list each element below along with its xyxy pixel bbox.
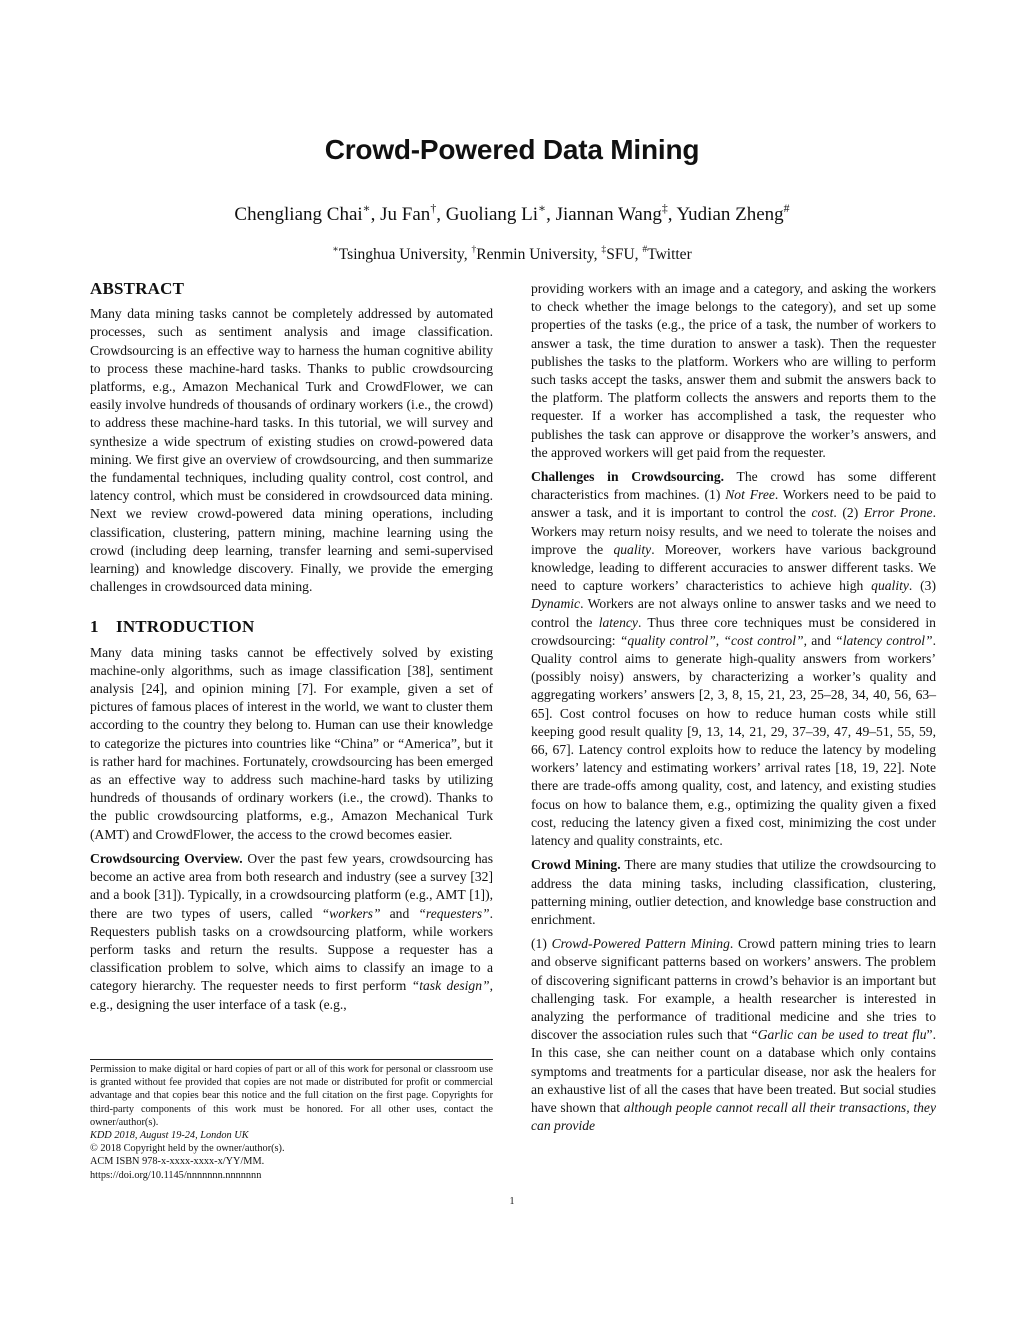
affiliation-mark: # [783,201,790,215]
abstract-heading: ABSTRACT [90,279,185,298]
run-in-heading: Crowd Mining. [531,857,621,873]
text-run: . Workers may return noisy results, and we need to tolerate the noises and improve the [531,505,936,557]
emphasis: Crowd-Powered Pattern Mining [551,936,730,952]
text-run: . Thus three core techniques must be considered in crowdsourcing: [531,614,936,648]
conference-name: KDD 2018, August 19-24, London UK [90,1130,249,1142]
emphasis: “task design” [411,978,490,994]
emphasis: cost [811,505,834,521]
permission-notice: Permission to make digital or hard copies of part or all of this work for personal or classroom use is granted without fee provided that copies are not made or distributed for profit or commercial advantage and that copies bear this notice and the full citation on the first page. Copyrights for third-party components of this work must be honored. For all other uses, contact the owner/author(s). [90,1064,493,1128]
text-run: ”. In this case, she can neither count on a database which only contains symptoms and treatments for a particular disease, nor ask the healers for an exhaustive list of all the cases that have been treated. But social studies have shown that [531,1027,936,1115]
emphasis: Dynamic [531,596,581,612]
doi-line: https://doi.org/10.1145/nnnnnnn.nnnnnnn [90,1169,262,1181]
text-run: . Workers are not always online to answer tasks and we need to control the [531,596,936,630]
page-number: 1 [509,1196,515,1207]
crowdsourcing-overview-paragraph [90,850,493,1014]
affiliation-mark: ‡ [661,201,668,215]
affiliation-list: ∗Tsinghua University, †Renmin University, ‡SFU, #Twitter [332,243,692,263]
section-number: 1 [90,617,99,637]
author-name: Chengliang Chai [234,204,363,225]
affiliation-mark: ∗ [362,201,371,215]
text-run: . Requesters publish tasks on a crowdsourcing platform, while workers perform tasks and return the results. Suppose a requester has a classification problem to solve, which aims to classify an image to a category hierarchy. The requester needs to first perform [90,905,493,994]
emphasis: “quality control” [619,632,716,648]
affiliation-mark: † [430,201,437,215]
text-run: . Crowd pattern mining tries to learn and observe significant patterns based on workers’ answers. The problem of discovering significant patterns in crowd’s behavior is an important but challenging task. For example, a health researcher is interested in analyzing the performance of traditional medicine and she tries to discover the association rules such that “ [531,936,937,1043]
crowd-mining-paragraph [531,856,936,929]
emphasis: latency [598,614,638,630]
affiliation-name: Renmin University [476,246,594,263]
affiliation-mark: ∗ [332,243,339,255]
text-run: . (3) [908,578,936,594]
text-run: , [715,632,724,648]
text-run: and [380,905,419,921]
text-run: . Quality control aims to generate high-quality answers from workers’ (possibly noisy) answers, by characterizing a worker’s quality and aggregating workers’ answers [2, 3, 8, 15, 21, 23, 25–28, 34, 40, 56, 63–65]. Cost control focuses on how to reduce human costs while still keeping good result quality [9, 13, 14, 21, 29, 37–39, 47, 49–51, 55, 59, 66, 67]. Latency control exploits how to reduce the latency by modeling workers’ latency and estimating workers’ arrival rates [18, 19, 22]. Note there are trade-offs among quality, cost, and latency, and existing studies focus on how to balance them, e.g., optimizing the quality given a fixed cost, reducing the latency given a fixed cost, minimizing the cost under latency and quality constraints, etc. [531,632,936,849]
emphasis: Not Free [725,487,775,503]
text-run: The crowd has some different characteristics from machines. (1) [531,469,937,503]
intro-paragraph: Many data mining tasks cannot be effectively solved by existing machine-only algorithms, such as image classification [38], sentiment analysis [24], and opinion mining [7]. For example, given a set of pictures of famous places of interest in the world, we want to cluster them according to the country they belong to. Human can use their knowledge to categorize the pictures into countries like “China” or “America”, but it is rather hard for machines. Fortunately, crowdsourcing has been emerged as an effective way to address such machine-hard tasks by utilizing hundreds of thousands of ordinary workers (i.e., the crowd). Thanks to the public crowdsourcing platforms, e.g., Amazon Mechanical Turk (AMT) and CrowdFlower, the access to the crowd becomes easier. [90,644,493,842]
text-run: (1) [531,936,552,952]
text-run: , e.g., designing the user interface of a task (e.g., [90,978,493,1012]
affiliation-name: Tsinghua University [338,246,464,263]
affiliation-mark: † [471,243,477,255]
author-name: Jiannan Wang [555,204,662,225]
isbn-line: ACM ISBN 978-x-xxxx-xxxx-x/YY/MM. [90,1156,265,1168]
text-run: There are many studies that utilize the crowdsourcing to address the data mining tasks, including classification, clustering, patterning mining, outlier detection, and knowledge base construction and enrichment. [531,857,936,927]
text-run: . Moreover, workers have various background knowledge, leading to different accuracies to answer different tasks. We need to capture workers’ characteristics to achieve high [531,541,936,594]
left-column [90,280,493,1020]
text-run: . Workers need to be paid to answer a task, and it is important to control the [531,487,936,521]
emphasis: “requesters” [418,905,490,921]
emphasis: although people cannot recall all their transactions, they can provide [531,1099,936,1134]
emphasis: “latency control” [835,632,933,648]
text-run: , and [803,632,836,648]
affiliation-mark: # [642,243,648,255]
affiliation-mark: ∗ [538,201,547,215]
emphasis: Error Prone [863,505,933,521]
emphasis: “cost control” [723,632,804,648]
emphasis: Garlic can be used to treat flu [757,1027,927,1043]
affiliation-name: SFU [606,246,635,263]
affiliation-name: Twitter [647,246,692,263]
author-name: Guoliang Li [445,204,539,225]
author-list: Chengliang Chai∗, Ju Fan†, Guoliang Li∗, Jiannan Wang‡, Yudian Zheng# [234,201,790,225]
emphasis: “workers” [321,905,381,921]
text-run: . (2) [833,505,864,521]
continuation-paragraph: providing workers with an image and a category, and asking the workers to check whether the image belongs to the category), and set up some properties of the tasks (e.g., the price of a task, the number of workers to answer a task, the time duration to answer a task). Then the requester publishes the tasks to the platform. Workers who are willing to perform such tasks accept the tasks, answer them and submit the answers back to the platform. The platform collects the answers and reports them to the requester. If a worker has accomplished a task, the requester who publishes the task can approve or disapprove the worker’s answers, and the approved workers will get paid from the requester. [531,281,936,460]
paper-title: Crowd-Powered Data Mining [324,134,700,165]
run-in-heading: Crowdsourcing Overview. [90,850,243,866]
affiliation-mark: ‡ [601,243,607,255]
run-in-heading: Challenges in Crowdsourcing. [531,469,725,485]
challenges-paragraph [531,468,936,850]
emphasis: quality [871,578,909,594]
right-column [531,280,936,1141]
section-title: INTRODUCTION [116,617,255,637]
pattern-mining-paragraph [531,935,936,1135]
text-run: Over the past few years, crowdsourcing has become an active area from both research and industry (see a survey [32] and a book [31]). Typically, in a crowdsourcing platform (e.g., AMT [1]), there are two types of users, called [90,850,493,921]
copyright-footnote [90,1059,493,1182]
author-name: Ju Fan [380,204,431,225]
abstract-text: Many data mining tasks cannot be completely addressed by automated processes, such as sentiment analysis and image classification. Crowdsourcing is an effective way to harness the human cognitive ability to process these machine-hard tasks. Thanks to public crowdsourcing platforms, e.g., Amazon Mechanical Turk and CrowdFlower, we can easily involve hundreds of thousands of ordinary workers (i.e., the crowd) to address these machine-hard tasks. In this tutorial, we will survey and synthesize a wide spectrum of existing studies on crowd-powered data mining. We first give an overview of crowdsourcing, and then summarize the fundamental techniques, including quality control, cost control, and latency control, which must be considered in crowdsourced data mining. Next we review crowd-powered data mining operations, including classification, clustering, pattern mining, machine learning using the crowd (including deep learning, transfer learning and semi-supervised learning) and knowledge discovery. Finally, we provide the emerging challenges in crowdsourced data mining. [90,306,493,595]
introduction-heading [90,618,493,636]
emphasis: quality [613,541,652,557]
copyright-line: © 2018 Copyright held by the owner/author(s). [90,1143,285,1155]
conference-info [90,1129,493,1142]
author-name: Yudian Zheng [676,204,784,225]
